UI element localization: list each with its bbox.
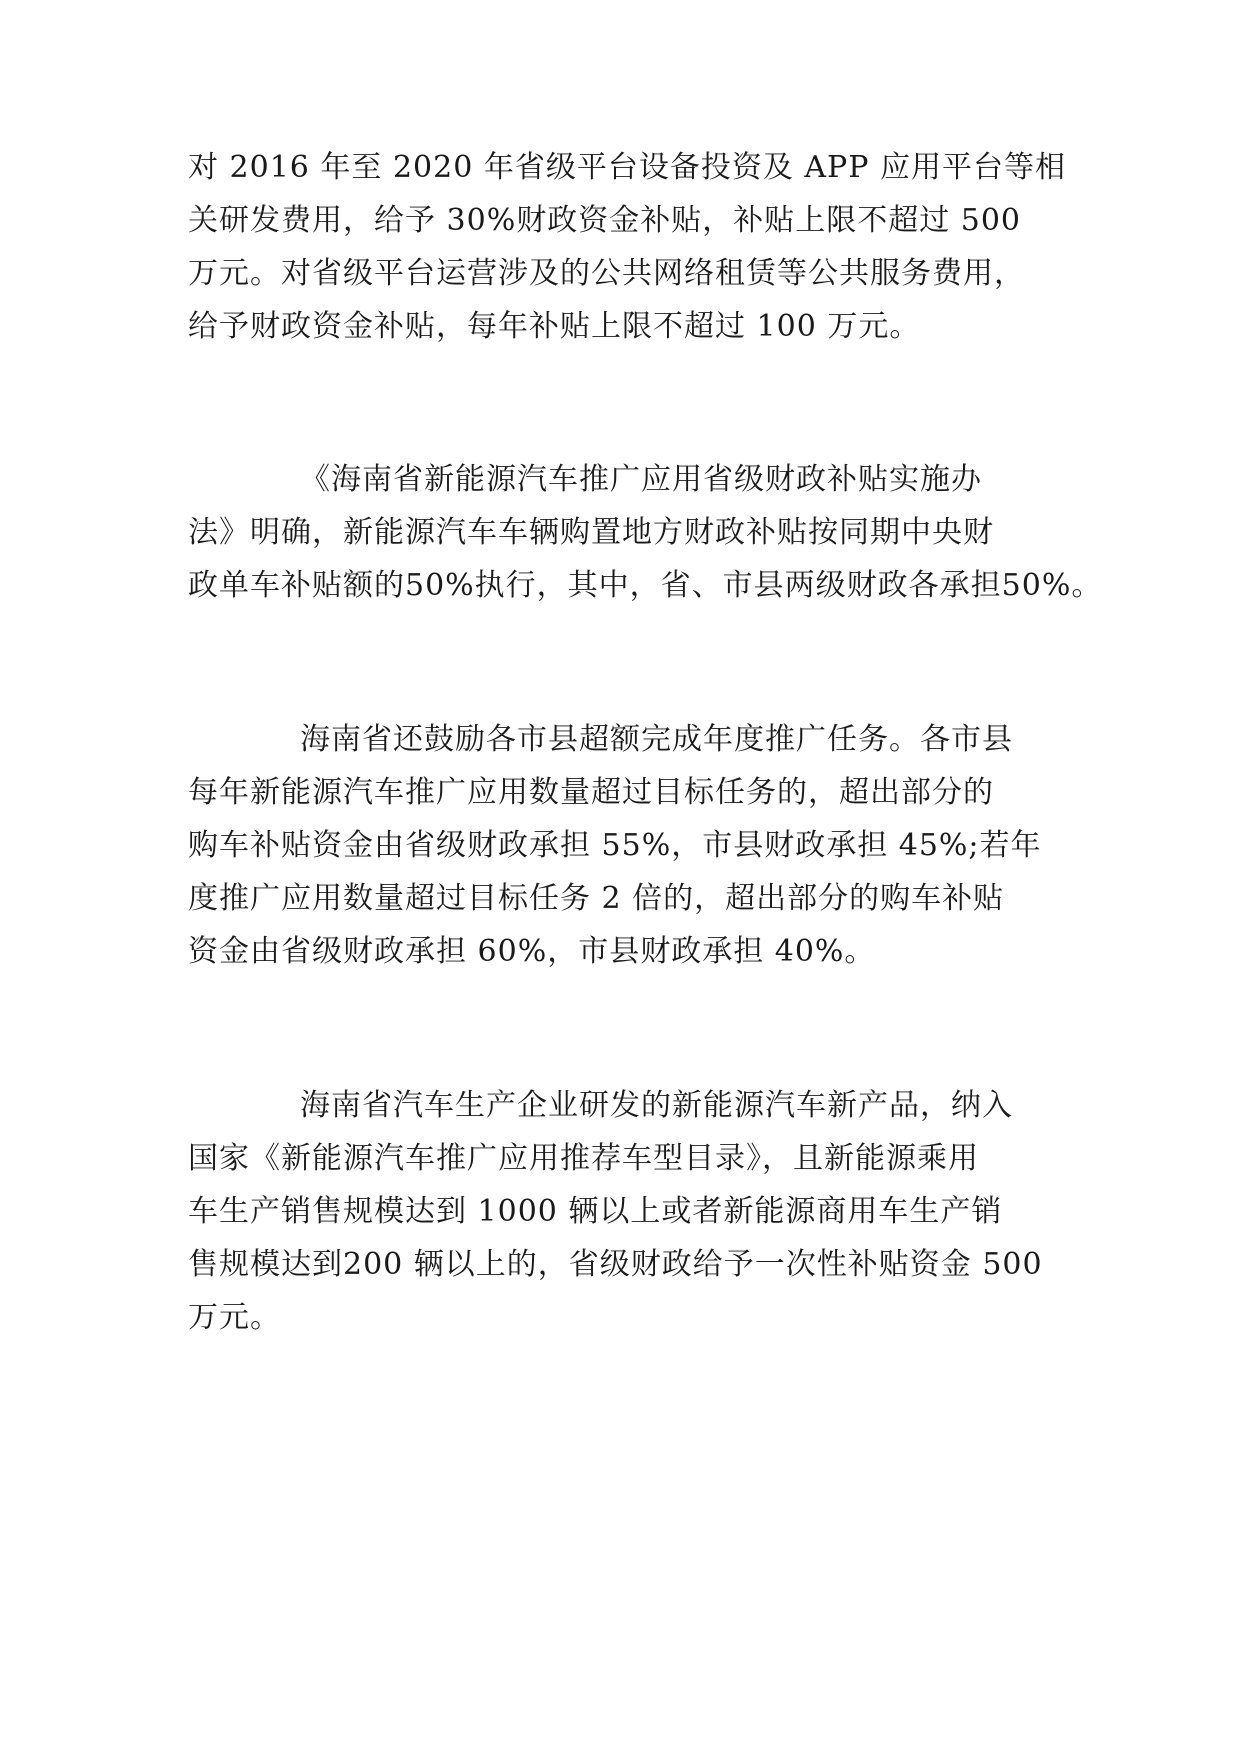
- paragraph-line: 法》明确，新能源汽车车辆购置地方财政补贴按同期中央财: [188, 515, 994, 550]
- paragraph-line: 万元。对省级平台运营涉及的公共网络租赁等公共服务费用，: [188, 256, 1025, 291]
- paragraph-line: 《海南省新能源汽车推广应用省级财政补贴实施办: [300, 462, 982, 497]
- paragraph-line: 资金由省级财政承担 60%，市县财政承担 40%。: [188, 934, 876, 969]
- paragraph-line: 售规模达到200 辆以上的，省级财政给予一次性补贴资金 500: [188, 1247, 1043, 1282]
- paragraph-line: 车生产销售规模达到 1000 辆以上或者新能源商用车生产销: [188, 1194, 1003, 1229]
- paragraph-line: 国家《新能源汽车推广应用推荐车型目录》，且新能源乘用: [188, 1141, 979, 1176]
- paragraph-line: 万元。: [188, 1300, 281, 1335]
- paragraph-line: 购车补贴资金由省级财政承担 55%，市县财政承担 45%;若年: [188, 828, 1042, 863]
- paragraph-line: 政单车补贴额的50%执行，其中，省、市县两级财政各承担50%。: [188, 568, 1103, 603]
- paragraph-line: 度推广应用数量超过目标任务 2 倍的，超出部分的购车补贴: [188, 881, 1005, 916]
- paragraph-line: 对 2016 年至 2020 年省级平台设备投资及 APP 应用平台等相: [188, 150, 1066, 185]
- paragraph-line: 海南省汽车生产企业研发的新能源汽车新产品，纳入: [300, 1088, 1013, 1123]
- paragraph-line: 关研发费用，给予 30%财政资金补贴，补贴上限不超过 500: [188, 203, 1022, 238]
- paragraph-line: 给予财政资金补贴，每年补贴上限不超过 100 万元。: [188, 309, 921, 344]
- paragraph-line: 海南省还鼓励各市县超额完成年度推广任务。各市县: [300, 722, 1013, 757]
- paragraph-line: 每年新能源汽车推广应用数量超过目标任务的，超出部分的: [188, 775, 994, 810]
